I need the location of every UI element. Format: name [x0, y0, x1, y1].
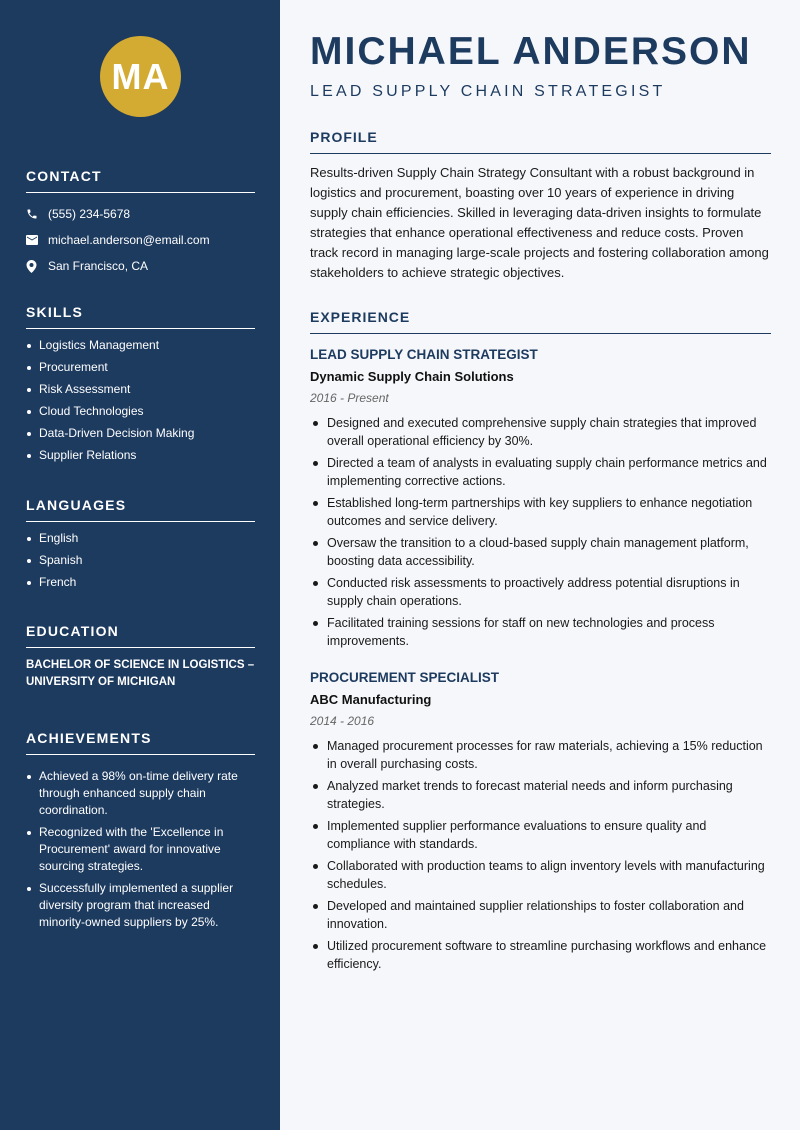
job-bullets	[310, 737, 771, 973]
location-icon	[26, 260, 48, 273]
skill-item: Risk Assessment	[26, 381, 255, 398]
skill-item: Supplier Relations	[26, 447, 255, 464]
education-heading: EDUCATION	[26, 623, 255, 648]
sidebar	[0, 0, 280, 1130]
skill-item: Procurement	[26, 359, 255, 376]
languages-heading: LANGUAGES	[26, 497, 255, 522]
job-bullet: Developed and maintained supplier relationships to foster collaboration and innovation.	[310, 897, 771, 933]
skill-item: Logistics Management	[26, 337, 255, 354]
contact-email	[26, 227, 255, 253]
skills-list	[26, 337, 255, 464]
profile-section	[310, 129, 771, 283]
contact-heading: CONTACT	[26, 168, 255, 193]
job-bullet: Managed procurement processes for raw materials, achieving a 15% reduction in overall purchasing costs.	[310, 737, 771, 773]
contact-location	[26, 253, 255, 279]
education-section	[26, 623, 255, 691]
language-item: English	[26, 530, 255, 547]
job-company: Dynamic Supply Chain Solutions	[310, 369, 514, 384]
job-bullet: Analyzed market trends to forecast material needs and inform purchasing strategies.	[310, 777, 771, 813]
job-bullet: Collaborated with production teams to align inventory levels with manufacturing schedules.	[310, 857, 771, 893]
job-entry	[310, 670, 771, 973]
achievement-item: Achieved a 98% on-time delivery rate through enhanced supply chain coordination.	[26, 768, 255, 819]
job-bullet: Directed a team of analysts in evaluating supply chain performance metrics and implementing corrective actions.	[310, 454, 771, 490]
job-bullet: Implemented supplier performance evaluations to ensure quality and compliance with standards.	[310, 817, 771, 853]
job-company: ABC Manufacturing	[310, 692, 432, 707]
achievements-section	[26, 730, 255, 936]
skill-item: Cloud Technologies	[26, 403, 255, 420]
job-bullet: Oversaw the transition to a cloud-based supply chain management platform, boosting data accessibility.	[310, 534, 771, 570]
language-item: Spanish	[26, 552, 255, 569]
languages-list	[26, 530, 255, 591]
achievements-list	[26, 768, 255, 931]
job-entry	[310, 347, 771, 650]
job-bullet: Designed and executed comprehensive supply chain strategies that improved overall operational efficiency by 30%.	[310, 414, 771, 450]
job-bullets	[310, 414, 771, 650]
avatar-initials: MA	[100, 36, 181, 117]
job-dates: 2014 - 2016	[310, 714, 375, 728]
location-text: San Francisco, CA	[48, 259, 149, 273]
profile-text: Results-driven Supply Chain Strategy Consultant with a robust background in logistics and procurement, boasting over 10 years of experience in driving supply chain efficiencies. Skilled in leveraging data-driven insights to formulate strategies that enhance operational effectiveness and reduce costs. Proven track record in managing large-scale projects and fostering collaboration among stakeholders to achieve strategic objectives.	[310, 165, 769, 280]
achievements-heading: ACHIEVEMENTS	[26, 730, 255, 755]
education-degree: BACHELOR OF SCIENCE IN LOGISTICS – UNIVERSITY OF MICHIGAN	[26, 659, 255, 688]
email-text: michael.anderson@email.com	[48, 233, 210, 247]
skill-item: Data-Driven Decision Making	[26, 425, 255, 442]
job-bullet: Established long-term partnerships with key suppliers to enhance negotiation outcomes and service delivery.	[310, 494, 771, 530]
skills-heading: SKILLS	[26, 304, 255, 329]
skills-section	[26, 304, 255, 469]
job-dates: 2016 - Present	[310, 391, 389, 405]
achievement-item: Successfully implemented a supplier diversity program that increased minority-owned suppliers by 25%.	[26, 880, 255, 931]
achievement-item: Recognized with the 'Excellence in Procurement' award for innovative sourcing strategies.	[26, 824, 255, 875]
job-title: PROCUREMENT SPECIALIST	[310, 670, 500, 685]
experience-section	[310, 309, 771, 977]
experience-heading: EXPERIENCE	[310, 309, 771, 334]
job-title: LEAD SUPPLY CHAIN STRATEGIST	[310, 347, 538, 362]
job-bullet: Facilitated training sessions for staff on new technologies and process improvements.	[310, 614, 771, 650]
candidate-name: MICHAEL ANDERSON	[310, 30, 752, 73]
profile-heading: PROFILE	[310, 129, 771, 154]
phone-icon	[26, 208, 48, 220]
email-icon	[26, 235, 48, 245]
contact-phone	[26, 201, 255, 227]
phone-text: (555) 234-5678	[48, 207, 131, 221]
language-item: French	[26, 574, 255, 591]
candidate-title: LEAD SUPPLY CHAIN STRATEGIST	[310, 83, 666, 100]
languages-section	[26, 497, 255, 596]
job-bullet: Utilized procurement software to streamline purchasing workflows and enhance efficiency.	[310, 937, 771, 973]
contact-section	[26, 168, 255, 279]
job-bullet: Conducted risk assessments to proactively address potential disruptions in supply chain operations.	[310, 574, 771, 610]
